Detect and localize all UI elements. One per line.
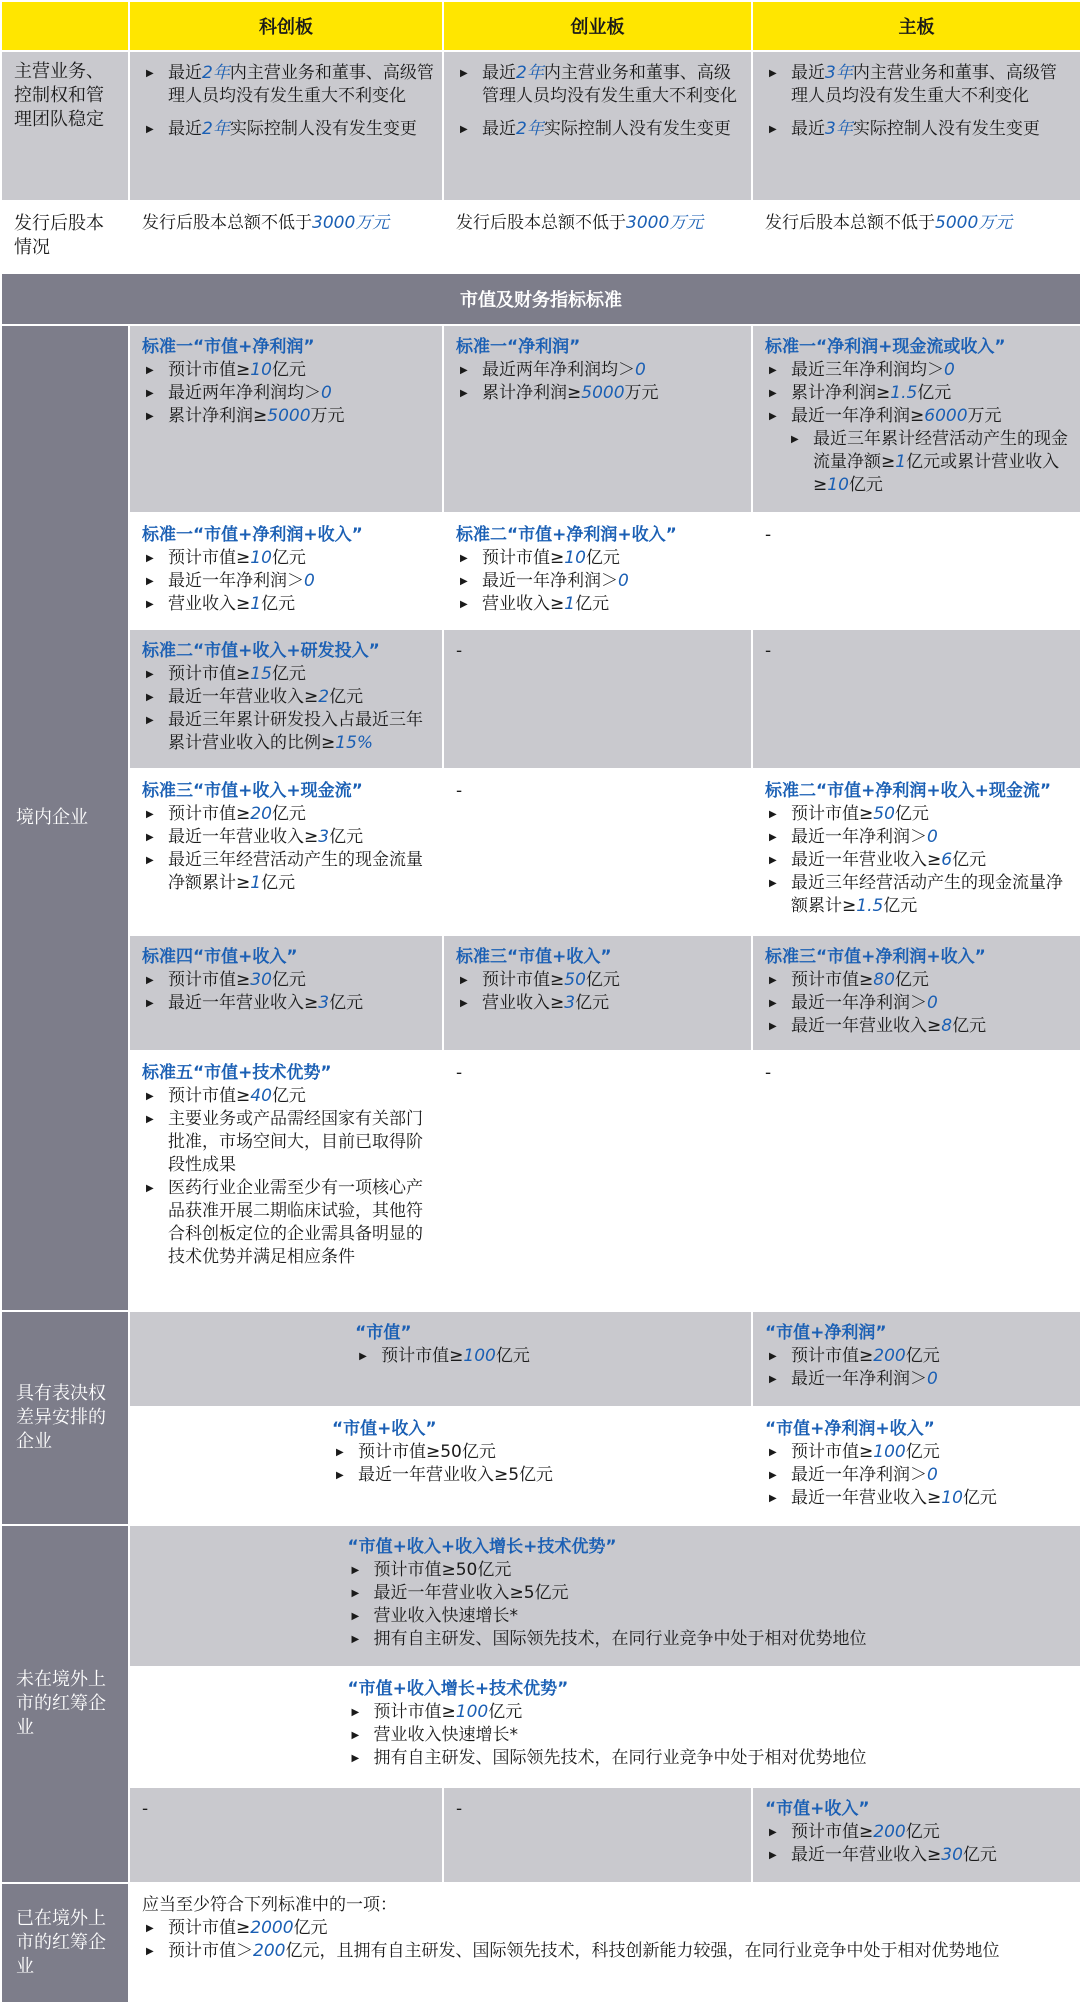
domestic-r4-zb [752, 769, 1080, 935]
bullet-list [456, 359, 743, 405]
empty-dash: - [456, 1063, 463, 1083]
list-item: ▶ 预计市值≥100亿元 [348, 1701, 867, 1724]
domestic-row-5 [1, 935, 1080, 1051]
empty-dash: - [456, 781, 463, 801]
list-item: ▶ 营业收入≥3亿元 [456, 992, 743, 1015]
list-item: ▶ 预计市值＞200亿元，且拥有自主研发、国际领先技术，科技创新能力较强，在同行业竞争中处于相对优势地位 [142, 1940, 1072, 1963]
centered-block [348, 1536, 867, 1651]
row-label-domestic: 境内企业 [1, 325, 129, 1311]
management-row [1, 51, 1080, 201]
list-item: ▶ 最近一年净利润＞0 [456, 570, 743, 593]
list-item: ▶ 预计市值≥10亿元 [142, 359, 434, 382]
domestic-r2-zb [752, 513, 1080, 629]
list-item: ▶ 预计市值≥100亿元 [765, 1441, 1072, 1464]
bullet-list [355, 1345, 530, 1368]
bullet-list [332, 1441, 553, 1487]
redchip-r3-cyb [443, 1787, 752, 1883]
list-item: ▶ 营业收入≥1亿元 [142, 593, 434, 616]
domestic-r3-cyb [443, 629, 752, 769]
list-item: ▶ 最近三年净利润均＞0 [765, 359, 1072, 382]
listed-redchip-row [1, 1883, 1080, 2003]
list-item: ▶ 最近一年净利润＞0 [765, 826, 1072, 849]
domestic-r1-cyb [443, 325, 752, 513]
list-item: ▶ 最近2年内主营业务和董事、高级管理人员均没有发生重大不利变化 [142, 62, 434, 108]
intro-text: 应当至少符合下列标准中的一项： [142, 1895, 397, 1915]
standard-title: “市值” [355, 1323, 412, 1343]
list-item: ▶ 最近一年净利润＞0 [765, 992, 1072, 1015]
section-row [1, 273, 1080, 325]
domestic-r6-zb [752, 1051, 1080, 1311]
list-item: ▶ 最近一年营业收入≥10亿元 [765, 1487, 1072, 1510]
domestic-r6-cyb [443, 1051, 752, 1311]
list-item: ▶ 预计市值≥2000亿元 [142, 1917, 1072, 1940]
standard-title: 标准五“市值+技术优势” [142, 1063, 332, 1083]
bullet-list [348, 1559, 867, 1651]
list-item: ▶ 最近一年营业收入≥2亿元 [142, 686, 434, 709]
bullet-list [765, 969, 1072, 1038]
capital-cyb: 发行后股本总额不低于3000万元 [443, 201, 752, 273]
bullet-list [142, 62, 434, 141]
bullet-list [142, 359, 434, 428]
list-item: ▶ 累计净利润≥1.5亿元 [765, 382, 1072, 405]
standard-title: 标准三“市值+净利润+收入” [765, 947, 986, 967]
header-kcb: 科创板 [129, 1, 443, 51]
list-item: ▶ 预计市值≥50亿元 [332, 1441, 553, 1464]
list-item: ▶ 最近三年累计研发投入占最近三年累计营业收入的比例≥15% [142, 709, 434, 755]
domestic-r1-zb [752, 325, 1080, 513]
list-item: ▶ 最近一年净利润≥6000万元 [765, 405, 1072, 428]
list-item: ▶ 最近2年内主营业务和董事、高级管理人员均没有发生重大不利变化 [456, 62, 743, 108]
domestic-r4-kcb [129, 769, 443, 935]
domestic-row-3 [1, 629, 1080, 769]
domestic-r1-kcb [129, 325, 443, 513]
list-item: ▶ 最近2年实际控制人没有发生变更 [456, 118, 743, 141]
list-item: ▶ 预计市值≥50亿元 [456, 969, 743, 992]
domestic-r2-kcb [129, 513, 443, 629]
bullet-list [456, 969, 743, 1015]
domestic-row-2 [1, 513, 1080, 629]
list-item: ▶ 最近一年营业收入≥3亿元 [142, 826, 434, 849]
standard-title: “市值+收入+收入增长+技术优势” [347, 1537, 617, 1557]
standard-title: 标准三“市值+收入” [456, 947, 612, 967]
empty-dash: - [765, 525, 772, 545]
domestic-r4-cyb [443, 769, 752, 935]
centered-block [332, 1418, 553, 1487]
standard-title: 标准三“市值+收入+现金流” [142, 781, 363, 801]
bullet-list [142, 547, 434, 616]
domestic-r5-zb [752, 935, 1080, 1051]
standard-title: 标准二“市值+净利润+收入” [456, 525, 677, 545]
domestic-r3-kcb [129, 629, 443, 769]
standard-title: “市值+收入” [765, 1799, 870, 1819]
standard-title: 标准一“净利润” [456, 337, 581, 357]
redchip-row-3 [1, 1787, 1080, 1883]
redchip-row-2 [1, 1667, 1080, 1787]
empty-dash: - [142, 1799, 149, 1819]
standard-title: 标准二“市值+收入+研发投入” [142, 641, 380, 661]
bullet-list [142, 663, 434, 755]
bullet-list [765, 359, 1072, 428]
list-item: ▶ 预计市值≥30亿元 [142, 969, 434, 992]
bullet-list [765, 1441, 1072, 1510]
list-item: ▶ 最近一年净利润＞0 [142, 570, 434, 593]
redchip-r3-kcb [129, 1787, 443, 1883]
list-item: ▶ 最近一年营业收入≥6亿元 [765, 849, 1072, 872]
bullet-list [142, 1917, 1072, 1963]
list-item: ▶ 预计市值≥10亿元 [142, 547, 434, 570]
bullet-list [348, 1701, 867, 1770]
management-cyb [443, 51, 752, 201]
list-item: ▶ 最近一年净利润＞0 [765, 1368, 1072, 1391]
bullet-list [142, 803, 434, 895]
bullet-list [456, 547, 743, 616]
sub-list-item: ▶ 最近三年累计经营活动产生的现金流量净额≥1亿元或累计营业收入≥10亿元 [765, 428, 1072, 497]
list-item: ▶ 预计市值≥50亿元 [765, 803, 1072, 826]
row-label-management: 主营业务、控制权和管理团队稳定 [1, 51, 129, 201]
redchip-r3-zb [752, 1787, 1080, 1883]
capital-row [1, 201, 1080, 273]
header-cyb: 创业板 [443, 1, 752, 51]
empty-dash: - [765, 1063, 772, 1083]
list-item: ▶ 累计净利润≥5000万元 [456, 382, 743, 405]
centered-block [355, 1322, 530, 1368]
listed-redchip-content [129, 1883, 1080, 2003]
list-item: ▶ 预计市值≥200亿元 [765, 1821, 1072, 1844]
list-item: ▶ 主要业务或产品需经国家有关部门批准，市场空间大，目前已取得阶段性成果 [142, 1108, 434, 1177]
redchip-r1 [129, 1525, 1080, 1667]
bullet-list [142, 1085, 434, 1269]
row-label-capital: 发行后股本情况 [1, 201, 129, 273]
voting-r2-zb [752, 1407, 1080, 1525]
list-item: ▶ 累计净利润≥5000万元 [142, 405, 434, 428]
domestic-row-1 [1, 325, 1080, 513]
list-item: ▶ 最近3年内主营业务和董事、高级管理人员均没有发生重大不利变化 [765, 62, 1072, 108]
list-item: ▶ 最近一年营业收入≥8亿元 [765, 1015, 1072, 1038]
row-label-redchip: 未在境外上市的红筹企业 [1, 1525, 129, 1883]
redchip-row-1 [1, 1525, 1080, 1667]
bullet-list [456, 62, 743, 141]
voting-r1-zb [752, 1311, 1080, 1407]
list-item: ▶ 最近一年营业收入≥30亿元 [765, 1844, 1072, 1867]
voting-row-1 [1, 1311, 1080, 1407]
list-item: ▶ 预计市值≥100亿元 [355, 1345, 530, 1368]
list-item: ▶ 预计市值≥200亿元 [765, 1345, 1072, 1368]
list-item: ▶ 最近一年营业收入≥3亿元 [142, 992, 434, 1015]
list-item: ▶ 最近三年经营活动产生的现金流量净额累计≥1.5亿元 [765, 872, 1072, 918]
list-item: ▶ 拥有自主研发、国际领先技术，在同行业竞争中处于相对优势地位 [348, 1628, 867, 1651]
list-item: ▶ 最近三年经营活动产生的现金流量净额累计≥1亿元 [142, 849, 434, 895]
capital-zb: 发行后股本总额不低于5000万元 [752, 201, 1080, 273]
bullet-list [765, 62, 1072, 141]
list-item: ▶ 最近两年净利润均＞0 [456, 359, 743, 382]
domestic-row-4 [1, 769, 1080, 935]
list-item: ▶ 最近一年净利润＞0 [765, 1464, 1072, 1487]
voting-r1-kc [129, 1311, 752, 1407]
domestic-r3-zb [752, 629, 1080, 769]
header-row [1, 1, 1080, 51]
management-zb [752, 51, 1080, 201]
list-item: ▶ 最近两年净利润均＞0 [142, 382, 434, 405]
empty-dash: - [456, 1799, 463, 1819]
sub-bullet-list [765, 428, 1072, 497]
voting-row-2 [1, 1407, 1080, 1525]
standard-title: “市值+收入” [331, 1419, 437, 1439]
management-kcb [129, 51, 443, 201]
bullet-list [765, 1821, 1072, 1867]
list-item: ▶ 最近一年营业收入≥5亿元 [348, 1582, 867, 1605]
list-item: ▶ 营业收入≥1亿元 [456, 593, 743, 616]
capital-kcb: 发行后股本总额不低于3000万元 [129, 201, 443, 273]
domestic-r5-kcb [129, 935, 443, 1051]
list-item: ▶ 预计市值≥80亿元 [765, 969, 1072, 992]
empty-dash: - [765, 641, 772, 661]
list-item: ▶ 医药行业企业需至少有一项核心产品获准开展二期临床试验，其他符合科创板定位的企业需具备明显的技术优势并满足相应条件 [142, 1177, 434, 1269]
standard-title: “市值+净利润” [765, 1323, 887, 1343]
list-item: ▶ 最近3年实际控制人没有发生变更 [765, 118, 1072, 141]
standard-title: 标准一“市值+净利润” [142, 337, 315, 357]
bullet-list [765, 1345, 1072, 1391]
domestic-r5-cyb [443, 935, 752, 1051]
domestic-r2-cyb [443, 513, 752, 629]
standard-title: “市值+收入增长+技术优势” [347, 1679, 569, 1699]
list-item: ▶ 预计市值≥15亿元 [142, 663, 434, 686]
list-item: ▶ 拥有自主研发、国际领先技术，在同行业竞争中处于相对优势地位 [348, 1747, 867, 1770]
standard-title: 标准二“市值+净利润+收入+现金流” [765, 781, 1052, 801]
list-item: ▶ 营业收入快速增长* [348, 1724, 867, 1747]
standard-title: 标准四“市值+收入” [142, 947, 298, 967]
voting-r2-kc [129, 1407, 752, 1525]
row-label-listed-redchip: 已在境外上市的红筹企业 [1, 1883, 129, 2003]
standard-title: 标准一“市值+净利润+收入” [142, 525, 363, 545]
list-item: ▶ 最近2年实际控制人没有发生变更 [142, 118, 434, 141]
bullet-list [142, 969, 434, 1015]
list-item: ▶ 预计市值≥50亿元 [348, 1559, 867, 1582]
list-item: ▶ 预计市值≥40亿元 [142, 1085, 434, 1108]
row-label-voting: 具有表决权差异安排的企业 [1, 1311, 129, 1525]
list-item: ▶ 预计市值≥10亿元 [456, 547, 743, 570]
domestic-r6-kcb [129, 1051, 443, 1311]
domestic-row-6 [1, 1051, 1080, 1311]
centered-block [348, 1678, 867, 1770]
section-title: 市值及财务指标标准 [1, 273, 1080, 325]
header-empty [1, 1, 129, 51]
list-item: ▶ 营业收入快速增长* [348, 1605, 867, 1628]
list-item: ▶ 最近一年营业收入≥5亿元 [332, 1464, 553, 1487]
empty-dash: - [456, 641, 463, 661]
standard-title: “市值+净利润+收入” [765, 1419, 935, 1439]
header-zb: 主板 [752, 1, 1080, 51]
redchip-r2 [129, 1667, 1080, 1787]
standard-title: 标准一“净利润+现金流或收入” [765, 337, 1006, 357]
bullet-list [765, 803, 1072, 918]
list-item: ▶ 预计市值≥20亿元 [142, 803, 434, 826]
